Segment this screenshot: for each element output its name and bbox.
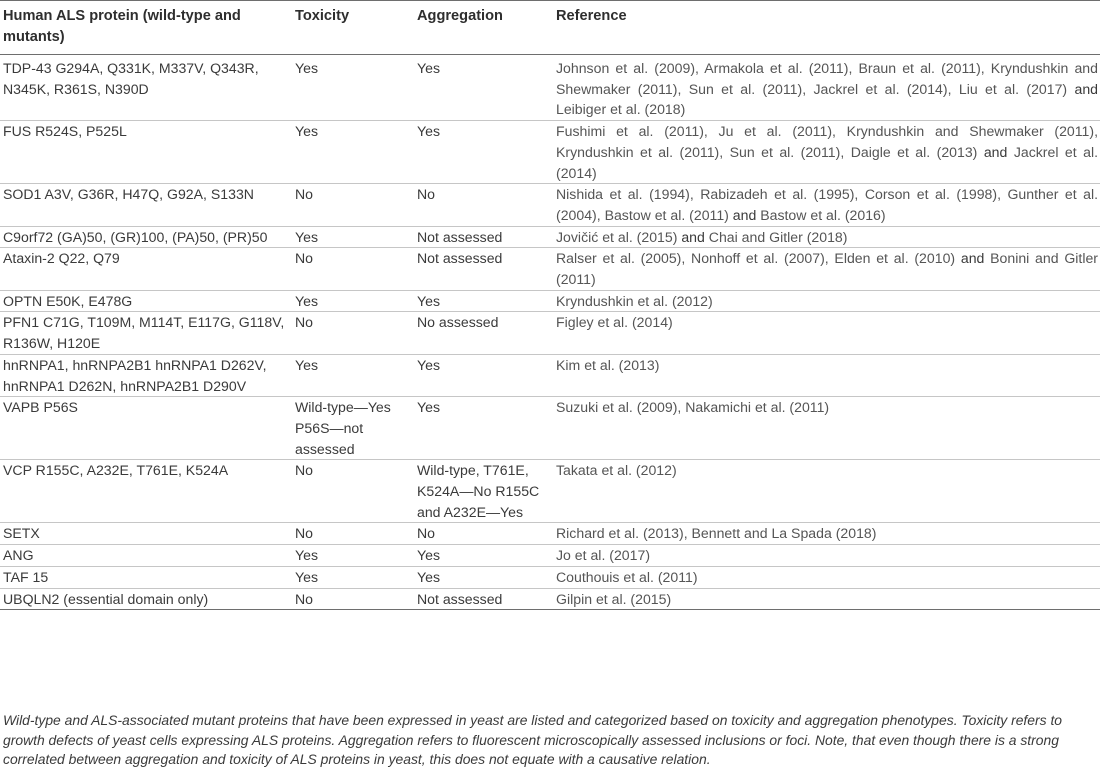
reference-joiner: and bbox=[1067, 80, 1098, 97]
cell-reference bbox=[556, 523, 1100, 545]
cell-reference bbox=[556, 184, 1100, 226]
header-reference: Reference bbox=[556, 1, 1100, 55]
table-row bbox=[0, 312, 1100, 354]
cell-toxicity: Yes bbox=[295, 566, 417, 588]
table-row bbox=[0, 121, 1100, 184]
cell-protein: VAPB P56S bbox=[0, 397, 295, 460]
cell-toxicity: Yes bbox=[295, 55, 417, 121]
cell-protein: TAF 15 bbox=[0, 566, 295, 588]
reference-citations: Fushimi et al. (2011), Ju et al. (2011), Kryndushkin and Shewmaker (2011), Kryndushkin et al. (2011), Sun et al. (2011), Daigle et al. (2013) bbox=[556, 123, 1098, 160]
reference-citations: Suzuki et al. (2009), Nakamichi et al. (2011) bbox=[556, 399, 830, 416]
cell-reference bbox=[556, 354, 1100, 396]
cell-aggregation: Yes bbox=[417, 55, 556, 121]
cell-toxicity: Yes bbox=[295, 545, 417, 567]
reference-last-citation: Jackrel et al. (2014) bbox=[556, 143, 1098, 181]
reference-citations: Nishida et al. (1994), Rabizadeh et al. (1995), Corson et al. (1998), Gunther et al. (2004), Bastow et al. (2011) bbox=[556, 186, 1098, 223]
cell-toxicity: No bbox=[295, 184, 417, 226]
cell-reference bbox=[556, 121, 1100, 184]
cell-aggregation: Yes bbox=[417, 354, 556, 396]
reference-last-citation: Bonini and Gitler (2011) bbox=[556, 250, 1098, 288]
cell-aggregation: Yes bbox=[417, 545, 556, 567]
cell-protein: SETX bbox=[0, 523, 295, 545]
reference-citations: Ralser et al. (2005), Nonhoff et al. (2007), Elden et al. (2010) bbox=[556, 250, 956, 267]
reference-joiner: and bbox=[955, 250, 991, 267]
cell-toxicity: Yes bbox=[295, 226, 417, 248]
cell-reference bbox=[556, 55, 1100, 121]
table-row bbox=[0, 226, 1100, 248]
cell-reference bbox=[556, 397, 1100, 460]
cell-aggregation: No bbox=[417, 184, 556, 226]
table-row bbox=[0, 290, 1100, 312]
cell-protein: FUS R524S, P525L bbox=[0, 121, 295, 184]
cell-toxicity: Yes bbox=[295, 290, 417, 312]
cell-aggregation: Not assessed bbox=[417, 248, 556, 290]
header-protein: Human ALS protein (wild-type and mutants) bbox=[0, 1, 295, 55]
reference-citations: Figley et al. (2014) bbox=[556, 314, 673, 331]
reference-citations: Jovičić et al. (2015) bbox=[556, 228, 678, 245]
cell-protein: SOD1 A3V, G36R, H47Q, G92A, S133N bbox=[0, 184, 295, 226]
cell-protein: C9orf72 (GA)50, (GR)100, (PA)50, (PR)50 bbox=[0, 226, 295, 248]
reference-last-citation: Leibiger et al. (2018) bbox=[556, 101, 686, 118]
table-row bbox=[0, 248, 1100, 290]
reference-last-citation: Bastow et al. (2016) bbox=[760, 206, 886, 223]
reference-joiner: and bbox=[977, 143, 1014, 160]
cell-aggregation: Not assessed bbox=[417, 588, 556, 610]
cell-protein: VCP R155C, A232E, T761E, K524A bbox=[0, 460, 295, 523]
cell-reference bbox=[556, 588, 1100, 610]
cell-toxicity: Wild-type—Yes P56S—not assessed bbox=[295, 397, 417, 460]
table-footnote: Wild-type and ALS-associated mutant proteins that have been expressed in yeast are listed and categorized based on toxicity and aggregation phenotypes. Toxicity refers to growth defects of yeast cells expressing ALS proteins. Aggregation refers to fluorescent microscopically assessed inclusions or foci. Note, that even though there is a strong correlated between aggregation and toxicity of ALS proteins in yeast, this does not equate with a causative relation. bbox=[3, 712, 1063, 768]
cell-protein: PFN1 C71G, T109M, M114T, E117G, G118V, R136W, H120E bbox=[0, 312, 295, 354]
reference-citations: Richard et al. (2013), Bennett and La Spada (2018) bbox=[556, 525, 877, 542]
reference-citations: Takata et al. (2012) bbox=[556, 462, 677, 479]
cell-aggregation: Wild-type, T761E, K524A—No R155C and A232E—Yes bbox=[417, 460, 556, 523]
table-header bbox=[0, 1, 1100, 55]
table-row bbox=[0, 55, 1100, 121]
cell-toxicity: No bbox=[295, 248, 417, 290]
table-row bbox=[0, 566, 1100, 588]
cell-protein: Ataxin-2 Q22, Q79 bbox=[0, 248, 295, 290]
table-row bbox=[0, 397, 1100, 460]
table-row bbox=[0, 184, 1100, 226]
cell-aggregation: Not assessed bbox=[417, 226, 556, 248]
cell-protein: ANG bbox=[0, 545, 295, 567]
cell-reference bbox=[556, 290, 1100, 312]
cell-toxicity: Yes bbox=[295, 354, 417, 396]
table-row bbox=[0, 588, 1100, 610]
cell-aggregation: Yes bbox=[417, 121, 556, 184]
cell-toxicity: Yes bbox=[295, 121, 417, 184]
cell-protein: OPTN E50K, E478G bbox=[0, 290, 295, 312]
reference-citations: Jo et al. (2017) bbox=[556, 547, 651, 564]
header-aggregation: Aggregation bbox=[417, 1, 556, 55]
cell-protein: UBQLN2 (essential domain only) bbox=[0, 588, 295, 610]
reference-joiner: and bbox=[728, 206, 761, 223]
table-row bbox=[0, 545, 1100, 567]
cell-toxicity: No bbox=[295, 460, 417, 523]
cell-reference bbox=[556, 312, 1100, 354]
cell-reference bbox=[556, 545, 1100, 567]
cell-aggregation: Yes bbox=[417, 290, 556, 312]
cell-aggregation: Yes bbox=[417, 566, 556, 588]
reference-citations: Johnson et al. (2009), Armakola et al. (2011), Braun et al. (2011), Kryndushkin and Shewmaker (2011), Sun et al. (2011), Jackrel et al. (2014), Liu et al. (2017) bbox=[556, 60, 1098, 97]
reference-last-citation: Chai and Gitler (2018) bbox=[708, 228, 848, 245]
table-body bbox=[0, 55, 1100, 610]
cell-reference bbox=[556, 248, 1100, 290]
cell-aggregation: No assessed bbox=[417, 312, 556, 354]
cell-aggregation: Yes bbox=[417, 397, 556, 460]
table-row bbox=[0, 354, 1100, 396]
table-row bbox=[0, 460, 1100, 523]
cell-reference bbox=[556, 566, 1100, 588]
cell-aggregation: No bbox=[417, 523, 556, 545]
reference-citations: Kim et al. (2013) bbox=[556, 356, 660, 373]
reference-citations: Kryndushkin et al. (2012) bbox=[556, 292, 713, 309]
table-row bbox=[0, 523, 1100, 545]
cell-toxicity: No bbox=[295, 312, 417, 354]
header-row bbox=[0, 1, 1100, 55]
reference-joiner: and bbox=[677, 228, 709, 245]
cell-protein: TDP-43 G294A, Q331K, M337V, Q343R, N345K, R361S, N390D bbox=[0, 55, 295, 121]
cell-toxicity: No bbox=[295, 588, 417, 610]
cell-protein: hnRNPA1, hnRNPA2B1 hnRNPA1 D262V, hnRNPA1 D262N, hnRNPA2B1 D290V bbox=[0, 354, 295, 396]
cell-reference bbox=[556, 226, 1100, 248]
header-toxicity: Toxicity bbox=[295, 1, 417, 55]
reference-citations: Couthouis et al. (2011) bbox=[556, 568, 698, 585]
cell-toxicity: No bbox=[295, 523, 417, 545]
reference-citations: Gilpin et al. (2015) bbox=[556, 590, 672, 607]
cell-reference bbox=[556, 460, 1100, 523]
